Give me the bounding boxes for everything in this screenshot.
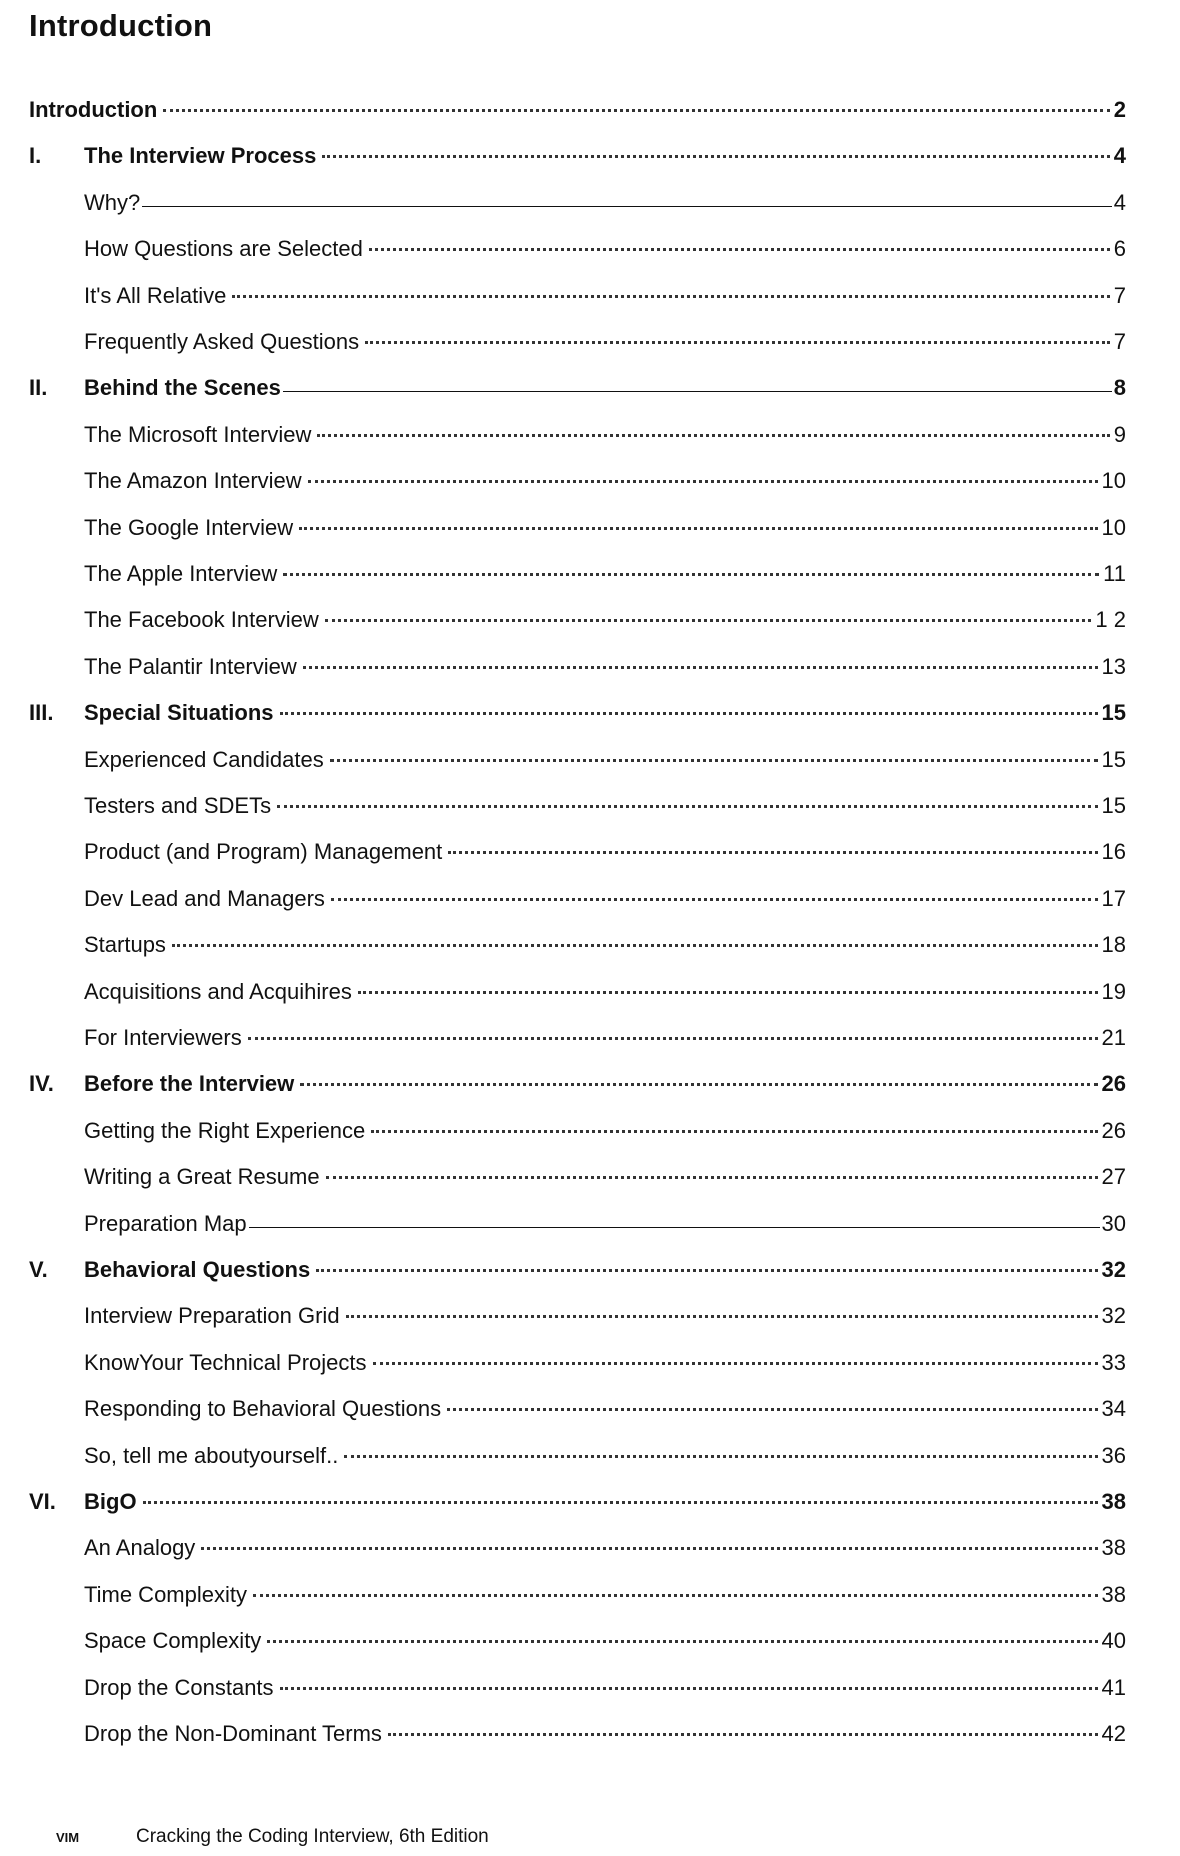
- toc-entry[interactable]: [84, 279, 1126, 313]
- toc-row: [0, 882, 1180, 916]
- toc-leader-line: [283, 391, 1112, 392]
- toc-entry-label: The Microsoft Interview: [84, 422, 312, 447]
- toc-row: [0, 1299, 1180, 1333]
- toc-leader-line: [346, 1315, 1098, 1318]
- toc-leader-line: [277, 805, 1097, 808]
- toc-page-number: 2: [1113, 97, 1126, 122]
- toc-entry-label: Dev Lead and Managers: [84, 886, 325, 911]
- toc-entry[interactable]: [84, 1671, 1126, 1705]
- toc-entry-label: Startups: [84, 932, 166, 957]
- toc-entry[interactable]: [84, 186, 1126, 220]
- footer-page-mark: VIM: [56, 1830, 80, 1845]
- toc-entry[interactable]: [84, 1485, 1126, 1519]
- toc-entry[interactable]: [84, 789, 1126, 823]
- toc-row: [0, 279, 1180, 313]
- toc-row: [0, 696, 1180, 730]
- toc-page-number: 6: [1113, 236, 1126, 261]
- toc-entry-label: Responding to Behavioral Questions: [84, 1396, 442, 1421]
- toc-leader-line: [308, 480, 1098, 483]
- toc-entry-label: How Questions are Selected: [84, 236, 363, 261]
- toc-leader-line: [369, 248, 1110, 251]
- toc-entry-label: Interview Preparation Grid: [84, 1303, 340, 1328]
- toc-entry-label: The Amazon Interview: [84, 468, 302, 493]
- toc-row: [0, 1439, 1180, 1473]
- toc-entry[interactable]: [84, 232, 1126, 266]
- toc-entry-label: The Facebook Interview: [84, 607, 319, 632]
- toc-row: [0, 464, 1180, 498]
- toc-entry-label: Space Complexity: [84, 1628, 262, 1653]
- toc-entry-label: The Palantir Interview: [84, 654, 297, 679]
- toc-entry[interactable]: [84, 650, 1126, 684]
- toc-entry-label: Experienced Candidates: [84, 747, 324, 772]
- toc-entry[interactable]: [84, 1578, 1126, 1612]
- toc-page-number: 32: [1101, 1303, 1126, 1328]
- toc-entry[interactable]: [84, 1253, 1126, 1287]
- toc-section-number: III.: [29, 700, 54, 725]
- toc-leader-line: [388, 1733, 1098, 1736]
- toc-entry-label: Testers and SDETs: [84, 793, 272, 818]
- toc-entry-label: The Interview Process: [84, 143, 317, 168]
- toc-entry[interactable]: [84, 557, 1126, 591]
- toc-entry-label: Drop the Non-Dominant Terms: [84, 1721, 382, 1746]
- toc-leader-line: [330, 759, 1098, 762]
- toc-entry-label: Writing a Great Resume: [84, 1164, 320, 1189]
- toc-leader-line: [325, 619, 1092, 622]
- toc-entry[interactable]: [84, 603, 1126, 637]
- toc-row: [0, 1067, 1180, 1101]
- toc-entry[interactable]: [84, 511, 1126, 545]
- page-title: Introduction: [29, 8, 213, 43]
- toc-page-number: 36: [1101, 1443, 1126, 1468]
- toc-entry-label: The Google Interview: [84, 515, 294, 540]
- toc-entry[interactable]: [84, 1207, 1126, 1241]
- toc-row: [0, 1624, 1180, 1658]
- toc-row: [0, 1531, 1180, 1565]
- toc-row: [0, 650, 1180, 684]
- toc-row: [0, 557, 1180, 591]
- toc-page-number: 15: [1101, 793, 1126, 818]
- toc-page-number: 21: [1101, 1025, 1126, 1050]
- toc-entry[interactable]: [84, 743, 1126, 777]
- toc-leader-line: [172, 944, 1098, 947]
- toc-row: [0, 1253, 1180, 1287]
- toc-page-number: 16: [1101, 839, 1126, 864]
- toc-row: [0, 1578, 1180, 1612]
- toc-entry-label: For Interviewers: [84, 1025, 242, 1050]
- toc-page-number: 4: [1113, 190, 1126, 215]
- toc-leader-line: [358, 991, 1098, 994]
- toc-page-number: 11: [1103, 561, 1126, 586]
- toc-row: [0, 186, 1180, 220]
- toc-leader-line: [317, 434, 1109, 437]
- toc-leader-line: [253, 1594, 1098, 1597]
- toc-row: [0, 1717, 1180, 1751]
- toc-entry-label: It's All Relative: [84, 283, 227, 308]
- toc-page-number: 10: [1101, 515, 1126, 540]
- toc-entry[interactable]: [84, 928, 1126, 962]
- toc-row: [0, 93, 1180, 127]
- toc-entry[interactable]: [84, 1114, 1126, 1148]
- toc-page-number: 7: [1113, 283, 1126, 308]
- toc-entry[interactable]: [84, 1346, 1126, 1380]
- toc-page-number: 42: [1101, 1721, 1126, 1746]
- toc-leader-line: [373, 1362, 1098, 1365]
- toc-entry-label: Behavioral Questions: [84, 1257, 311, 1282]
- toc-entry-label: Behind the Scenes: [84, 375, 281, 400]
- toc-page-number: 8: [1113, 375, 1126, 400]
- toc-leader-line: [447, 1408, 1097, 1411]
- toc-row: [0, 789, 1180, 823]
- toc-leader-line: [280, 712, 1098, 715]
- toc-page-number: 15: [1101, 700, 1126, 725]
- toc-entry[interactable]: [84, 1021, 1126, 1055]
- toc-leader-line: [326, 1176, 1098, 1179]
- footer-book-title: Cracking the Coding Interview, 6th Edition: [136, 1826, 489, 1847]
- toc-row: [0, 743, 1180, 777]
- toc-entry[interactable]: [84, 1717, 1126, 1751]
- toc-entry-label: Time Complexity: [84, 1582, 247, 1607]
- toc-entry-label: BigO: [84, 1489, 137, 1514]
- page-footer: [0, 1826, 1180, 1852]
- toc-entry-label: Special Situations: [84, 700, 274, 725]
- toc-page-number: 15: [1101, 747, 1126, 772]
- toc-entry-label: Before the Interview: [84, 1071, 295, 1096]
- toc-row: [0, 928, 1180, 962]
- toc-page-number: 19: [1101, 979, 1126, 1004]
- toc-entry[interactable]: [84, 1160, 1126, 1194]
- toc-entry[interactable]: [84, 464, 1126, 498]
- toc-leader-line: [316, 1269, 1097, 1272]
- toc-entry[interactable]: [84, 835, 1126, 869]
- toc-page-number: 26: [1101, 1071, 1126, 1096]
- toc-entry[interactable]: [84, 1531, 1126, 1565]
- toc-entry[interactable]: [84, 371, 1126, 405]
- toc-leader-line: [448, 851, 1097, 854]
- toc-entry[interactable]: [84, 975, 1126, 1009]
- toc-page-number: 4: [1113, 143, 1126, 168]
- toc-row: [0, 835, 1180, 869]
- toc-page-number: 27: [1101, 1164, 1126, 1189]
- toc-page-number: 38: [1101, 1535, 1126, 1560]
- toc-row: [0, 232, 1180, 266]
- toc-leader-line: [232, 295, 1109, 298]
- toc-entry-label: Product (and Program) Management: [84, 839, 443, 864]
- toc-page-number: 17: [1101, 886, 1126, 911]
- toc-leader-line: [365, 341, 1110, 344]
- toc-leader-line: [280, 1687, 1098, 1690]
- toc-row: [0, 325, 1180, 359]
- toc-row: [0, 1114, 1180, 1148]
- toc-entry[interactable]: [84, 882, 1126, 916]
- toc-entry-label: Preparation Map: [84, 1211, 247, 1236]
- toc-page-number: 26: [1101, 1118, 1126, 1143]
- toc-leader-line: [163, 109, 1109, 112]
- toc-entry-label: Acquisitions and Acquihires: [84, 979, 352, 1004]
- toc-page-number: 34: [1101, 1396, 1126, 1421]
- toc-page-number: 13: [1101, 654, 1126, 679]
- toc-leader-line: [142, 206, 1112, 207]
- toc-leader-line: [299, 527, 1097, 530]
- toc-row: [0, 1392, 1180, 1426]
- toc-page-number: 41: [1101, 1675, 1126, 1700]
- toc-entry[interactable]: [84, 1392, 1126, 1426]
- toc-page-number: 30: [1101, 1211, 1126, 1236]
- toc-page-number: 32: [1101, 1257, 1126, 1282]
- toc-row: [0, 1671, 1180, 1705]
- toc-entry-label: KnowYour Technical Projects: [84, 1350, 367, 1375]
- toc-leader-line: [344, 1455, 1097, 1458]
- toc-leader-line: [267, 1640, 1097, 1643]
- toc-section-number: I.: [29, 143, 42, 168]
- toc-row: [0, 1346, 1180, 1380]
- toc-page-number: 38: [1101, 1489, 1126, 1514]
- toc-leader-line: [371, 1130, 1097, 1133]
- toc-entry[interactable]: [84, 1067, 1126, 1101]
- toc-entry[interactable]: [84, 1439, 1126, 1473]
- toc-page-number: 40: [1101, 1628, 1126, 1653]
- toc-page-number: 38: [1101, 1582, 1126, 1607]
- toc-row: [0, 1485, 1180, 1519]
- toc-section-number: V.: [29, 1257, 48, 1282]
- toc-entry-label: Why?: [84, 190, 141, 215]
- toc-page-number: 33: [1101, 1350, 1126, 1375]
- toc-entry[interactable]: [84, 418, 1126, 452]
- toc-entry[interactable]: [29, 93, 1126, 127]
- toc-section-number: IV.: [29, 1071, 54, 1096]
- toc-row: [0, 1207, 1180, 1241]
- toc-row: [0, 603, 1180, 637]
- toc-entry[interactable]: [84, 696, 1126, 730]
- toc-section-number: VI.: [29, 1489, 56, 1514]
- toc-entry-label: An Analogy: [84, 1535, 196, 1560]
- toc-row: [0, 1160, 1180, 1194]
- toc-page-number: 1 2: [1095, 607, 1126, 632]
- toc-row: [0, 418, 1180, 452]
- toc-leader-line: [283, 573, 1099, 576]
- toc-page-number: 9: [1113, 422, 1126, 447]
- toc-leader-line: [249, 1227, 1100, 1228]
- toc-entry-label: Drop the Constants: [84, 1675, 274, 1700]
- toc-entry-label: Frequently Asked Questions: [84, 329, 360, 354]
- toc-row: [0, 139, 1180, 173]
- toc-entry[interactable]: [84, 139, 1126, 173]
- toc-leader-line: [201, 1547, 1097, 1550]
- toc-row: [0, 1021, 1180, 1055]
- toc-row: [0, 511, 1180, 545]
- toc-entry-label: Getting the Right Experience: [84, 1118, 366, 1143]
- toc-leader-line: [300, 1083, 1097, 1086]
- toc-leader-line: [303, 666, 1098, 669]
- toc-row: [0, 371, 1180, 405]
- toc-row: [0, 975, 1180, 1009]
- toc-page-number: 18: [1101, 932, 1126, 957]
- toc-entry[interactable]: [84, 1624, 1126, 1658]
- toc-entry-label: Introduction: [29, 97, 158, 122]
- toc-entry[interactable]: [84, 325, 1126, 359]
- toc-page-number: 7: [1113, 329, 1126, 354]
- toc-page-number: 10: [1101, 468, 1126, 493]
- toc-section-number: II.: [29, 375, 48, 400]
- toc-entry-label: The Apple Interview: [84, 561, 278, 586]
- toc-leader-line: [143, 1501, 1098, 1504]
- toc-leader-line: [331, 898, 1098, 901]
- toc-entry[interactable]: [84, 1299, 1126, 1333]
- toc-entry-label: So, tell me aboutyourself..: [84, 1443, 339, 1468]
- toc-leader-line: [322, 155, 1109, 158]
- toc-leader-line: [248, 1037, 1098, 1040]
